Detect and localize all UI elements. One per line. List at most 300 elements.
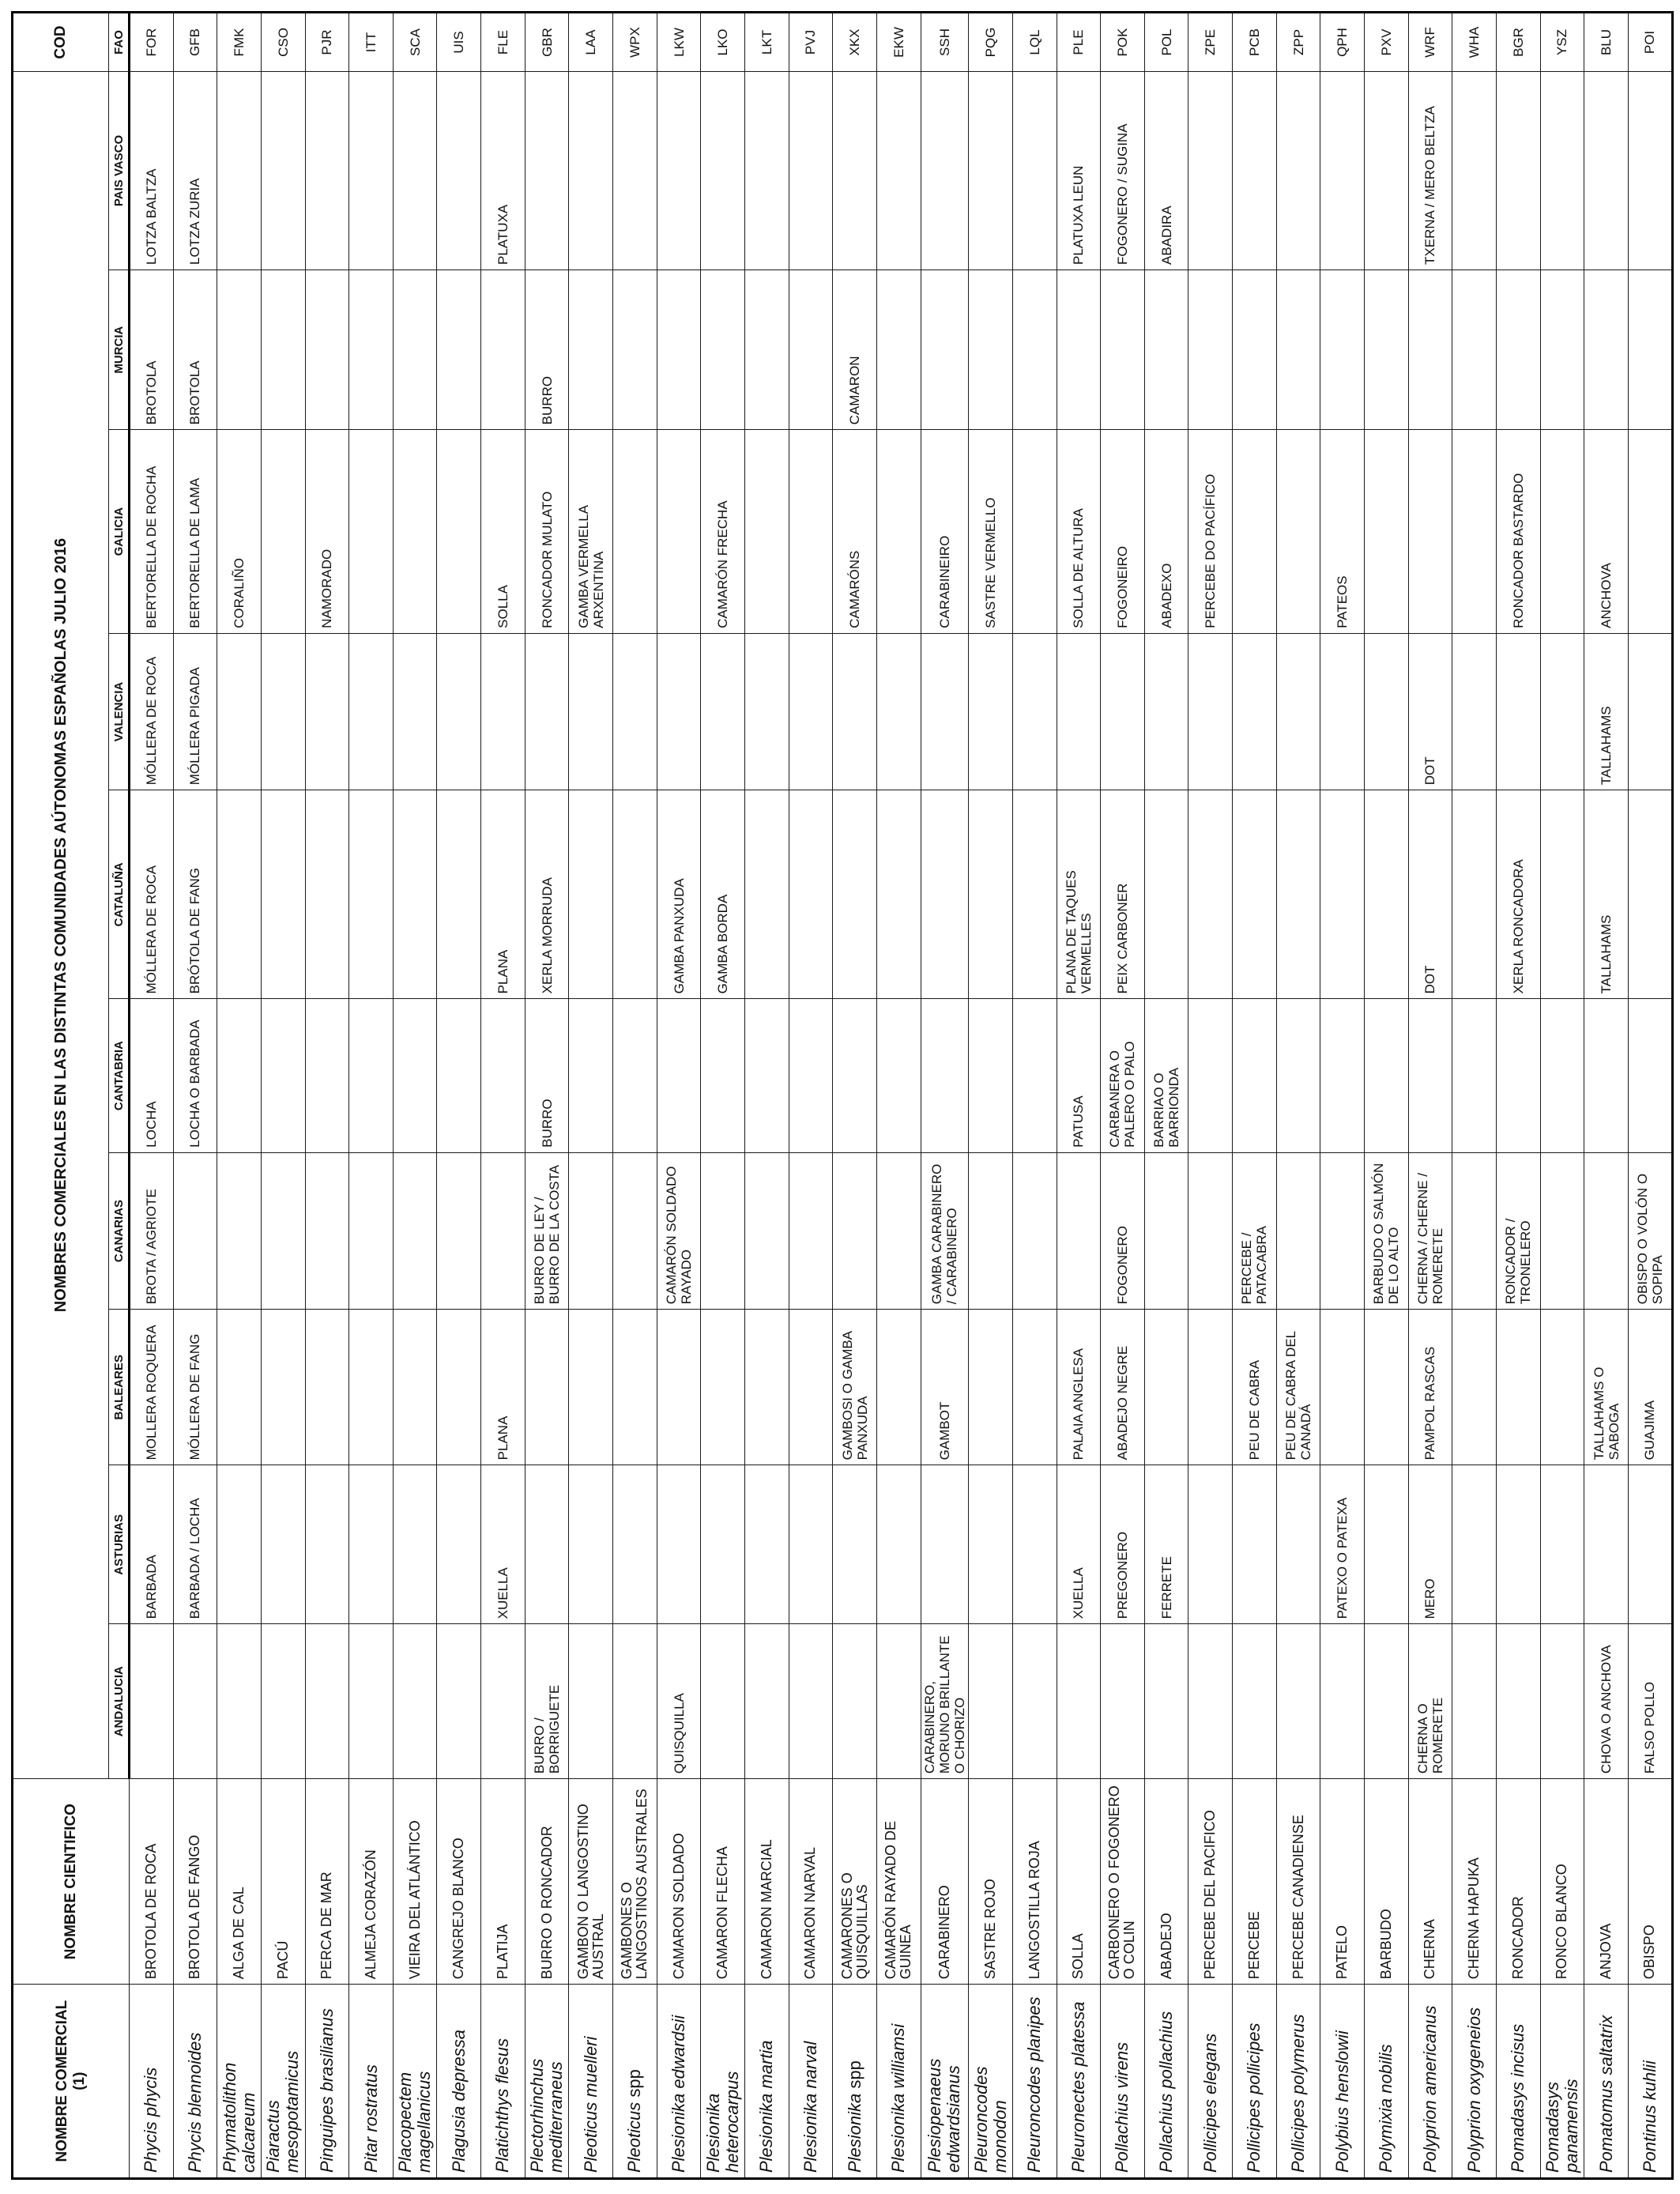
table-row bbox=[613, 13, 657, 2179]
cell-region-name bbox=[1540, 790, 1584, 999]
cell-region-name bbox=[1452, 1152, 1497, 1309]
header-region: GALICIA bbox=[109, 430, 130, 634]
cell-scientific-name bbox=[173, 1985, 217, 2179]
header-region: ANDALUCIA bbox=[109, 1624, 130, 1779]
cell-region-name bbox=[1320, 1152, 1365, 1309]
cell-region-name: GAMBA PANXUDA bbox=[657, 790, 701, 999]
cell-region-name bbox=[613, 71, 657, 270]
scientific-name-text: Pomadasys panamensis bbox=[1542, 2079, 1581, 2173]
cell-common-name: GAMBON O LANGOSTINO AUSTRAL bbox=[569, 1779, 613, 1985]
cell-region-name bbox=[1276, 430, 1320, 634]
cell-region-name bbox=[969, 270, 1013, 429]
cell-region-name bbox=[261, 1152, 305, 1309]
cell-fao-code: SCA bbox=[393, 13, 437, 72]
cell-region-name: PERCEBE DO PACÍFICO bbox=[1188, 430, 1233, 634]
cell-region-name bbox=[1365, 270, 1409, 429]
cell-scientific-name bbox=[744, 1985, 789, 2179]
cell-region-name bbox=[217, 790, 262, 999]
cell-region-name: XERLA MORRUDA bbox=[525, 790, 569, 999]
cell-scientific-name bbox=[876, 1985, 921, 2179]
cell-region-name bbox=[261, 633, 305, 790]
cell-region-name bbox=[657, 430, 701, 634]
cell-region-name bbox=[1188, 633, 1233, 790]
cell-region-name bbox=[876, 71, 921, 270]
cell-region-name bbox=[1452, 999, 1497, 1152]
cell-region-name: LOTZA ZURIA bbox=[173, 71, 217, 270]
cell-region-name bbox=[217, 1465, 262, 1624]
cell-region-name bbox=[349, 633, 394, 790]
cell-region-name: GAMBOT bbox=[921, 1310, 969, 1465]
cell-region-name: DOT bbox=[1408, 633, 1452, 790]
cell-region-name bbox=[437, 633, 481, 790]
cell-region-name: BARBADA bbox=[130, 1465, 174, 1624]
cell-scientific-name bbox=[217, 1985, 262, 2179]
cell-region-name bbox=[921, 1465, 969, 1624]
cell-region-name bbox=[1144, 790, 1188, 999]
scientific-name-text: Phycis phycis bbox=[141, 2067, 161, 2173]
cell-fao-code: LKT bbox=[744, 13, 789, 72]
cell-region-name bbox=[657, 1310, 701, 1465]
cell-common-name: CAMARON MARCIAL bbox=[744, 1779, 789, 1985]
cell-region-name bbox=[1452, 633, 1497, 790]
cell-region-name: MÓLLERA DE FANG bbox=[173, 1310, 217, 1465]
cell-region-name bbox=[701, 1152, 745, 1309]
cell-region-name bbox=[613, 1310, 657, 1465]
table-row bbox=[1496, 13, 1540, 2179]
cell-fao-code: FOR bbox=[130, 13, 174, 72]
cell-fao-code: PXV bbox=[1365, 13, 1409, 72]
cell-region-name bbox=[1628, 633, 1672, 790]
cell-region-name bbox=[1584, 71, 1629, 270]
cell-fao-code: PJR bbox=[305, 13, 349, 72]
cell-fao-code: GFB bbox=[173, 13, 217, 72]
cell-common-name: PATELO bbox=[1320, 1779, 1365, 1985]
cell-region-name bbox=[1496, 999, 1540, 1152]
cell-region-name bbox=[789, 790, 833, 999]
cell-region-name bbox=[1233, 999, 1277, 1152]
cell-region-name: TXERNA / MERO BELTZA bbox=[1408, 71, 1452, 270]
cell-region-name bbox=[305, 1624, 349, 1779]
scientific-name-text: Polyprion americanus bbox=[1419, 2005, 1440, 2173]
table-row bbox=[261, 13, 305, 2179]
cell-fao-code: PVJ bbox=[789, 13, 833, 72]
cell-region-name bbox=[744, 1310, 789, 1465]
cell-common-name: CAMARÓN RAYADO DE GUINEA bbox=[876, 1779, 921, 1985]
cell-region-name bbox=[833, 71, 877, 270]
cell-region-name: BROTOLA bbox=[173, 270, 217, 429]
scientific-name-text: Polybius henslowii bbox=[1332, 2030, 1352, 2173]
cell-region-name bbox=[833, 1465, 877, 1624]
table-row bbox=[393, 13, 437, 2179]
cell-region-name bbox=[349, 1310, 394, 1465]
cell-region-name bbox=[969, 1152, 1013, 1309]
cell-fao-code: PLE bbox=[1057, 13, 1101, 72]
cell-region-name: MERO bbox=[1408, 1465, 1452, 1624]
cell-region-name bbox=[1628, 1465, 1672, 1624]
table-row bbox=[1188, 13, 1233, 2179]
table-row bbox=[744, 13, 789, 2179]
cell-region-name bbox=[1584, 1152, 1629, 1309]
cell-region-name bbox=[1276, 999, 1320, 1152]
cell-region-name bbox=[921, 71, 969, 270]
cell-region-name bbox=[1452, 71, 1497, 270]
table-row bbox=[1584, 13, 1629, 2179]
cell-region-name bbox=[569, 1310, 613, 1465]
table-row bbox=[1365, 13, 1409, 2179]
cell-scientific-name bbox=[1101, 1985, 1145, 2179]
cell-region-name bbox=[1276, 71, 1320, 270]
cell-region-name: PATUSA bbox=[1057, 999, 1101, 1152]
cell-region-name bbox=[701, 270, 745, 429]
cell-region-name bbox=[261, 1465, 305, 1624]
cell-region-name bbox=[1276, 270, 1320, 429]
cell-region-name bbox=[349, 999, 394, 1152]
cell-scientific-name bbox=[1496, 1985, 1540, 2179]
cell-region-name: FOGONERO / SUGINA bbox=[1101, 71, 1145, 270]
cell-fao-code: WPX bbox=[613, 13, 657, 72]
cell-region-name bbox=[613, 633, 657, 790]
cell-region-name bbox=[789, 430, 833, 634]
cell-region-name: TALLAHAMS O SABOGA bbox=[1584, 1310, 1629, 1465]
cell-region-name: CAMARÓN FRECHA bbox=[701, 430, 745, 634]
scientific-name-text: Plesionika williamsi bbox=[888, 2023, 909, 2173]
cell-region-name bbox=[393, 633, 437, 790]
cell-region-name bbox=[1452, 790, 1497, 999]
table-row bbox=[173, 13, 217, 2179]
cell-region-name bbox=[130, 1624, 174, 1779]
cell-region-name bbox=[1320, 999, 1365, 1152]
cell-region-name: CARBANERA O PALERO O PALO bbox=[1101, 999, 1145, 1152]
cell-fao-code: YSZ bbox=[1540, 13, 1584, 72]
cell-fao-code: QPH bbox=[1320, 13, 1365, 72]
scientific-name-text: Pleuroncodes monodon bbox=[970, 2066, 1010, 2173]
cell-region-name bbox=[1320, 71, 1365, 270]
cell-region-name bbox=[173, 1624, 217, 1779]
scientific-name-text: Plesionika narval bbox=[800, 2041, 820, 2173]
table-row bbox=[1012, 13, 1057, 2179]
cell-region-name bbox=[1540, 71, 1584, 270]
cell-fao-code: POI bbox=[1628, 13, 1672, 72]
cell-region-name bbox=[1320, 1624, 1365, 1779]
cell-region-name: BROTOLA bbox=[130, 270, 174, 429]
cell-scientific-name bbox=[1188, 1985, 1233, 2179]
cell-region-name bbox=[349, 270, 394, 429]
cell-region-name: PALAIA ANGLESA bbox=[1057, 1310, 1101, 1465]
scientific-name-text: Plesionika heterocarpus bbox=[703, 2071, 742, 2173]
cell-region-name: CORALIÑO bbox=[217, 430, 262, 634]
cell-fao-code: EKW bbox=[876, 13, 921, 72]
cell-region-name bbox=[1540, 430, 1584, 634]
cell-region-name bbox=[1540, 270, 1584, 429]
cell-region-name: PAMPOL RASCAS bbox=[1408, 1310, 1452, 1465]
cell-region-name bbox=[437, 790, 481, 999]
scientific-name-text: Phymatolithon calcareum bbox=[219, 2062, 258, 2173]
cell-common-name: VIEIRA DEL ATLÁNTICO bbox=[393, 1779, 437, 1985]
cell-region-name bbox=[569, 1465, 613, 1624]
cell-common-name: BROTOLA DE FANGO bbox=[173, 1779, 217, 1985]
cell-region-name: FERRETE bbox=[1144, 1465, 1188, 1624]
header-title: NOMBRES COMERCIALES EN LAS DISTINTAS COMUNIDADES AÚTONOMAS ESPAÑOLAS JULIO 2016 bbox=[13, 71, 109, 1778]
cell-region-name bbox=[1233, 1624, 1277, 1779]
cell-common-name: CAMARON FLECHA bbox=[701, 1779, 745, 1985]
cell-region-name bbox=[481, 633, 525, 790]
cell-scientific-name bbox=[789, 1985, 833, 2179]
cell-region-name: SOLLA bbox=[481, 430, 525, 634]
cell-region-name bbox=[1628, 430, 1672, 634]
header-row-main bbox=[13, 13, 109, 2179]
cell-scientific-name bbox=[261, 1985, 305, 2179]
cell-common-name: PERCA DE MAR bbox=[305, 1779, 349, 1985]
cell-region-name bbox=[305, 633, 349, 790]
cell-region-name: CARABINEIRO bbox=[921, 430, 969, 634]
cell-region-name bbox=[349, 1465, 394, 1624]
cell-region-name bbox=[1276, 790, 1320, 999]
cell-common-name: CAMARON NARVAL bbox=[789, 1779, 833, 1985]
cell-region-name bbox=[657, 999, 701, 1152]
cell-scientific-name bbox=[569, 1985, 613, 2179]
cell-fao-code: ZPE bbox=[1188, 13, 1233, 72]
cell-region-name: RONCADOR BASTARDO bbox=[1496, 430, 1540, 634]
cell-region-name: RONCADOR / TRONELERO bbox=[1496, 1152, 1540, 1309]
cell-fao-code: LKW bbox=[657, 13, 701, 72]
table-row bbox=[1320, 13, 1365, 2179]
cell-fao-code: ITT bbox=[349, 13, 394, 72]
cell-region-name bbox=[1012, 71, 1057, 270]
cell-region-name: ABADIRA bbox=[1144, 71, 1188, 270]
cell-region-name: PREGONERO bbox=[1101, 1465, 1145, 1624]
cell-region-name bbox=[569, 71, 613, 270]
cell-region-name bbox=[789, 1465, 833, 1624]
cell-scientific-name bbox=[1365, 1985, 1409, 2179]
cell-region-name: PLANA DE TAQUES VERMELLES bbox=[1057, 790, 1101, 999]
cell-region-name: TALLAHAMS bbox=[1584, 633, 1629, 790]
scientific-name-suffix: spp bbox=[844, 2060, 864, 2089]
cell-common-name: PACÚ bbox=[261, 1779, 305, 1985]
cell-scientific-name bbox=[1144, 1985, 1188, 2179]
cell-region-name bbox=[1628, 999, 1672, 1152]
cell-region-name bbox=[613, 1152, 657, 1309]
scientific-name-text: Pomatomus saltatrix bbox=[1595, 2015, 1616, 2173]
cell-region-name bbox=[437, 999, 481, 1152]
cell-fao-code: POL bbox=[1144, 13, 1188, 72]
header-cod: COD bbox=[13, 13, 109, 72]
cell-fao-code: LKO bbox=[701, 13, 745, 72]
header-region: CANTABRIA bbox=[109, 999, 130, 1152]
table-row bbox=[1276, 13, 1320, 2179]
scientific-name-text: Plectorhinchus mediterraneus bbox=[527, 2058, 567, 2173]
cell-scientific-name bbox=[481, 1985, 525, 2179]
cell-region-name bbox=[744, 999, 789, 1152]
scientific-name-text: Polymixia nobilis bbox=[1376, 2044, 1396, 2173]
cell-region-name bbox=[1101, 270, 1145, 429]
cell-region-name bbox=[789, 633, 833, 790]
cell-common-name: SOLLA bbox=[1057, 1779, 1101, 1985]
cell-scientific-name bbox=[1276, 1985, 1320, 2179]
table-row bbox=[1408, 13, 1452, 2179]
cell-scientific-name bbox=[437, 1985, 481, 2179]
cell-region-name bbox=[525, 71, 569, 270]
cell-region-name bbox=[1144, 270, 1188, 429]
cell-region-name bbox=[1408, 430, 1452, 634]
cell-region-name bbox=[969, 633, 1013, 790]
cell-region-name bbox=[1012, 430, 1057, 634]
cell-common-name: OBISPO bbox=[1628, 1779, 1672, 1985]
cell-region-name bbox=[481, 1624, 525, 1779]
cell-region-name bbox=[393, 1624, 437, 1779]
cell-region-name bbox=[349, 430, 394, 634]
cell-region-name bbox=[789, 1310, 833, 1465]
cell-region-name bbox=[393, 430, 437, 634]
cell-region-name: BARBUDO O SALMÓN DE LO ALTO bbox=[1365, 1152, 1409, 1309]
cell-region-name bbox=[349, 1152, 394, 1309]
cell-fao-code: LQL bbox=[1012, 13, 1057, 72]
scientific-name-text: Pollachius pollachius bbox=[1156, 2011, 1177, 2173]
cell-region-name: XUELLA bbox=[1057, 1465, 1101, 1624]
cell-region-name bbox=[1584, 999, 1629, 1152]
scientific-name-text: Pitar rostratus bbox=[360, 2064, 381, 2173]
cell-region-name: PEU DE CABRA DEL CANADÁ bbox=[1276, 1310, 1320, 1465]
table-row bbox=[1540, 13, 1584, 2179]
cell-common-name: RONCADOR bbox=[1496, 1779, 1540, 1985]
cell-region-name bbox=[1365, 999, 1409, 1152]
cell-region-name bbox=[613, 1465, 657, 1624]
cell-region-name bbox=[1188, 1465, 1233, 1624]
cell-region-name bbox=[393, 790, 437, 999]
cell-common-name: PERCEBE CANADIENSE bbox=[1276, 1779, 1320, 1985]
scientific-name-text: Plesionika edwardsii bbox=[669, 2015, 688, 2173]
cell-region-name bbox=[1365, 1310, 1409, 1465]
cell-region-name bbox=[569, 999, 613, 1152]
cell-region-name bbox=[744, 71, 789, 270]
cell-region-name: CHOVA O ANCHOVA bbox=[1584, 1624, 1629, 1779]
table-row bbox=[130, 13, 174, 2179]
cell-region-name bbox=[789, 71, 833, 270]
cell-scientific-name bbox=[1628, 1985, 1672, 2179]
cell-region-name: PEU DE CABRA bbox=[1233, 1310, 1277, 1465]
cell-common-name: ABADEJO bbox=[1144, 1779, 1188, 1985]
scientific-name-text: Plesionika martia bbox=[756, 2040, 777, 2173]
cell-region-name: XUELLA bbox=[481, 1465, 525, 1624]
header-fao: FAO bbox=[109, 13, 130, 72]
cell-region-name bbox=[525, 633, 569, 790]
cell-scientific-name bbox=[833, 1985, 877, 2179]
table-row bbox=[701, 13, 745, 2179]
cell-region-name: BERTORELLA DE LAMA bbox=[173, 430, 217, 634]
cell-region-name: PATEOS bbox=[1320, 430, 1365, 634]
cell-region-name bbox=[1452, 1624, 1497, 1779]
header-region: CATALUÑA bbox=[109, 790, 130, 999]
cell-region-name: GAMBA VERMELLA ARXENTINA bbox=[569, 430, 613, 634]
cell-region-name: RONCADOR MULATO bbox=[525, 430, 569, 634]
scientific-name-text: Phycis blennoides bbox=[184, 2032, 205, 2173]
table-row bbox=[349, 13, 394, 2179]
header-region: BALEARES bbox=[109, 1310, 130, 1465]
cell-region-name bbox=[1144, 633, 1188, 790]
cell-region-name: CHERNA / CHERNE / ROMERETE bbox=[1408, 1152, 1452, 1309]
cell-fao-code: LAA bbox=[569, 13, 613, 72]
cell-common-name: BROTOLA DE ROCA bbox=[130, 1779, 174, 1985]
header-region: PAIS VASCO bbox=[109, 71, 130, 270]
cell-scientific-name bbox=[1057, 1985, 1101, 2179]
cell-region-name bbox=[261, 1310, 305, 1465]
cell-scientific-name bbox=[1012, 1985, 1057, 2179]
cell-region-name bbox=[1408, 270, 1452, 429]
cell-region-name bbox=[305, 1465, 349, 1624]
cell-common-name: ANJOVA bbox=[1584, 1779, 1629, 1985]
cell-fao-code: FLE bbox=[481, 13, 525, 72]
cell-fao-code: BLU bbox=[1584, 13, 1629, 72]
scientific-name-text: Pollicipes polymerus bbox=[1288, 2014, 1309, 2173]
cell-region-name bbox=[1012, 999, 1057, 1152]
cell-region-name bbox=[1144, 1310, 1188, 1465]
table-row bbox=[1452, 13, 1497, 2179]
cell-region-name: CAMARÓN SOLDADO RAYADO bbox=[657, 1152, 701, 1309]
cell-region-name: BRÓTOLA DE FANG bbox=[173, 790, 217, 999]
cell-region-name: BURRO bbox=[525, 999, 569, 1152]
scientific-name-text: Pontinus kuhlii bbox=[1639, 2060, 1659, 2173]
cell-common-name: BARBUDO bbox=[1365, 1779, 1409, 1985]
cell-region-name bbox=[1012, 1465, 1057, 1624]
cell-region-name bbox=[1012, 1624, 1057, 1779]
cell-region-name bbox=[1628, 270, 1672, 429]
cell-region-name bbox=[217, 633, 262, 790]
table-row bbox=[1144, 13, 1188, 2179]
cell-region-name bbox=[876, 1624, 921, 1779]
scientific-name-text: Plesiopenaeus edwardsianus bbox=[925, 2058, 964, 2173]
scientific-name-text: Pollachius virens bbox=[1112, 2041, 1132, 2173]
cell-region-name bbox=[657, 633, 701, 790]
header-nombre-comercial: NOMBRE COMERCIAL (1) bbox=[13, 1985, 130, 2179]
header-nombre-cientifico: NOMBRE CIENTIFICO bbox=[13, 1779, 130, 1985]
cell-region-name: GAMBA CARABINERO / CARABINERO bbox=[921, 1152, 969, 1309]
scientific-name-text: Pleuronectes platessa bbox=[1068, 2001, 1088, 2173]
cell-region-name: BARBADA / LOCHA bbox=[173, 1465, 217, 1624]
cell-region-name bbox=[261, 1624, 305, 1779]
table-row bbox=[217, 13, 262, 2179]
cell-region-name bbox=[1540, 1465, 1584, 1624]
cell-common-name: ALGA DE CAL bbox=[217, 1779, 262, 1985]
cell-region-name: BURRO / BORRIGUETE bbox=[525, 1624, 569, 1779]
cell-region-name bbox=[217, 71, 262, 270]
cell-region-name: PATEXO O PATEXA bbox=[1320, 1465, 1365, 1624]
table-row bbox=[1057, 13, 1101, 2179]
cell-region-name bbox=[1496, 270, 1540, 429]
scientific-name-text: Pleoticus muelleri bbox=[580, 2036, 601, 2173]
cell-common-name: ALMEJA CORAZÓN bbox=[349, 1779, 394, 1985]
table-row bbox=[833, 13, 877, 2179]
table-row bbox=[969, 13, 1013, 2179]
cell-region-name bbox=[876, 633, 921, 790]
cell-region-name bbox=[1144, 1152, 1188, 1309]
cell-region-name bbox=[921, 999, 969, 1152]
cell-region-name bbox=[481, 1152, 525, 1309]
cell-region-name bbox=[525, 1310, 569, 1465]
cell-region-name bbox=[969, 1465, 1013, 1624]
cell-region-name bbox=[1188, 790, 1233, 999]
cell-region-name bbox=[969, 71, 1013, 270]
scientific-name-text: Plesionika bbox=[844, 2093, 864, 2173]
cell-region-name: PERCEBE / PATACABRA bbox=[1233, 1152, 1277, 1309]
cell-region-name bbox=[1320, 633, 1365, 790]
cell-region-name bbox=[569, 1152, 613, 1309]
cell-region-name: ANCHOVA bbox=[1584, 430, 1629, 634]
cell-region-name bbox=[1012, 633, 1057, 790]
cell-region-name: DOT bbox=[1408, 790, 1452, 999]
cell-region-name: XERLA RONCADORA bbox=[1496, 790, 1540, 999]
cell-fao-code: GBR bbox=[525, 13, 569, 72]
cell-scientific-name bbox=[1540, 1985, 1584, 2179]
cell-region-name bbox=[437, 1152, 481, 1309]
